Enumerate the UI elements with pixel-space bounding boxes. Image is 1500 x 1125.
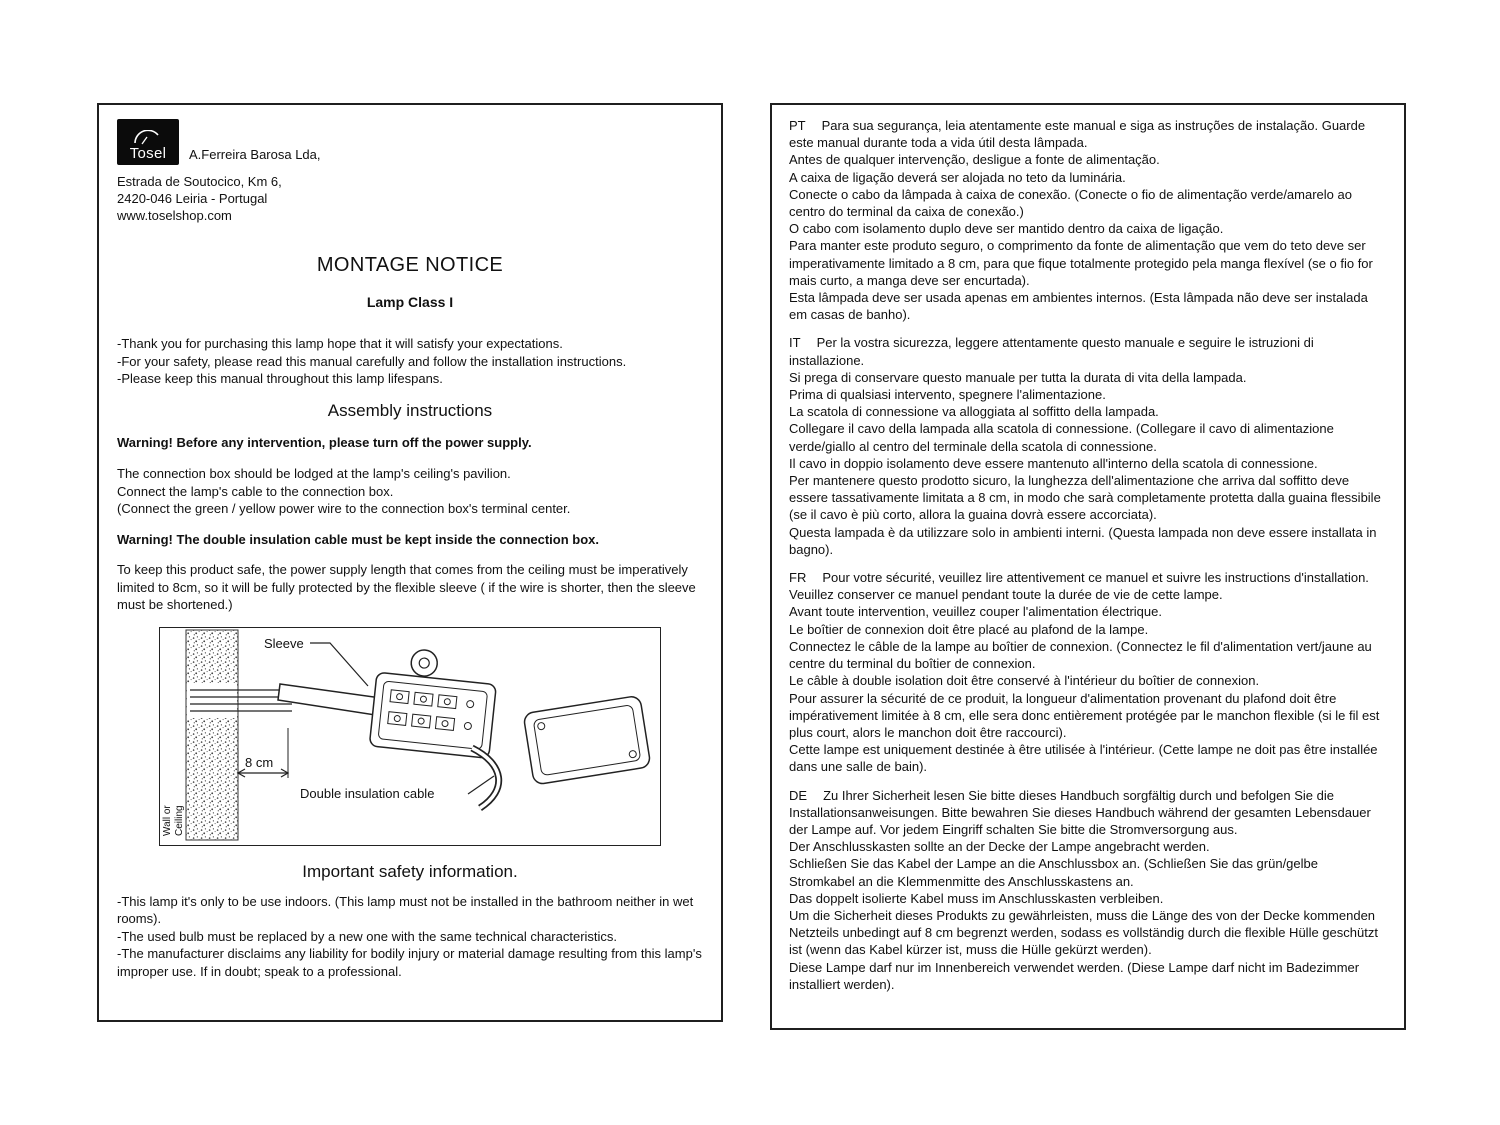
tosel-logo: [117, 119, 179, 165]
section-pt: [789, 117, 1387, 323]
manual-page-translations: [770, 103, 1406, 1030]
cable-length-note: To keep this product safe, the power supply length that comes from the ceiling must be imperatively limited to 8cm, so it will be fully protected by the flexible sleeve ( if the wire is shorter, then the sleeve must be shortened.): [117, 562, 696, 612]
section-text: Zu Ihrer Sicherheit lesen Sie bitte dieses Handbuch sorgfältig durch und befolgen Sie die Installationsanweisungen. Bitte bewahren Sie dieses Handbuch während der gesamten Lebensdauer der Lampe auf. Vor jedem Eingriff schalten Sie bitte die Stromversorgung aus.: [789, 787, 1371, 837]
cover-plate: [523, 695, 651, 785]
intro-line: -For your safety, please read this manual carefully and follow the installation instructions.: [117, 353, 627, 369]
section-line: Le boîtier de connexion doit être placé au plafond de la lampe.: [789, 621, 1149, 637]
section-line: Avant toute intervention, veuillez couper l'alimentation électrique.: [789, 604, 1162, 620]
assembly-step: The connection box should be lodged at the lamp's ceiling's pavilion.: [117, 466, 511, 481]
section-line: Um die Sicherheit dieses Produkts zu gewährleisten, muss die Länge des von der Decke kommenden Netzteils unbedingt auf 8 cm begrenzt werden, sodass es vollständig durch die flexible Hülle geschützt ist (wenn das Kabel kürzer ist, muss die Hülle gekürzt werden).: [789, 907, 1378, 958]
assembly-step: (Connect the green / yellow power wire to the connection box's terminal center.: [117, 501, 571, 516]
manual-page-english: [97, 103, 723, 1022]
language-code-pt: PT: [789, 118, 806, 133]
brand-block: [117, 119, 703, 165]
section-line: Diese Lampe darf nur im Innenbereich verwendet werden. (Diese Lampe darf nicht im Badezimmer installiert werden).: [789, 959, 1360, 992]
section-line: Connectez le câble de la lampe au boîtier de connexion. (Connectez le fil d'alimentation vert/jaune au centre du terminal du boîtier de connexion.: [789, 638, 1372, 672]
company-address: [117, 173, 703, 224]
section-line: Prima di qualsiasi intervento, spegnere l'alimentazione.: [789, 387, 1106, 403]
section-line: Il cavo in doppio isolamento deve essere mantenuto all'interno della scatola di connessione.: [789, 455, 1318, 471]
section-line: Questa lampada è da utilizzare solo in ambienti interni. (Questa lampada non deve essere installata in bagno).: [789, 524, 1377, 557]
cable-pointer-line: [468, 776, 494, 794]
cable-label: Double insulation cable: [300, 785, 435, 801]
intro-line: -Please keep this manual throughout this lamp lifespans.: [117, 371, 443, 386]
sleeve-label: Sleeve: [264, 635, 304, 651]
section-line: Der Anschlusskasten sollte an der Decke der Lampe angebracht werden.: [789, 839, 1210, 855]
document-title: MONTAGE NOTICE: [316, 254, 504, 276]
safety-heading: Important safety information.: [302, 861, 518, 881]
installation-diagram-drawing: [160, 628, 660, 844]
section-line: Para manter este produto seguro, o comprimento da fonte de alimentação que vem do teto deve ser imperativamente limitado a 8 cm, para que fique totalmente protegido pela manga flexível (se o fio for mais curto, a manga deve ser encurtada).: [789, 238, 1373, 288]
intro-line: -Thank you for purchasing this lamp hope that it will satisfy your expectations.: [117, 336, 563, 351]
section-text: Per la vostra sicurezza, leggere attentamente questo manuale e seguire le istruzioni di installazione.: [789, 335, 1314, 368]
sleeve-pointer-line: [310, 643, 368, 686]
insulation-warning: Warning! The double insulation cable must be kept inside the connection box.: [117, 531, 600, 547]
address-line-1: Estrada de Soutocico, Km 6,: [117, 174, 282, 189]
section-line: Per mantenere questo prodotto sicuro, la lunghezza dell'alimentazione che arriva dal soffitto deve essere tassativamente limitata a 8 cm, in modo che sarà completamente protetta dalla guaina flessibile (se il cavo è più corto, allora la guaina dovrà essere accorciata).: [789, 473, 1381, 523]
section-line: [789, 569, 1387, 603]
section-line: A caixa de ligação deverá ser alojada no teto da luminária.: [789, 169, 1126, 185]
section-line: [789, 117, 1387, 151]
section-de: [789, 787, 1387, 993]
language-code-de: DE: [789, 787, 808, 803]
lamp-icon: [130, 130, 166, 145]
wall-label-line2: Ceiling: [174, 804, 185, 836]
dimension-label: 8 cm: [245, 754, 274, 770]
section-line: Le câble à double isolation doit être conservé à l'intérieur du boîtier de connexion.: [789, 673, 1260, 689]
assembly-heading: Assembly instructions: [327, 400, 493, 420]
safety-item: -The used bulb must be replaced by a new one with the same technical characteristics.: [117, 928, 618, 944]
language-code-fr: FR: [789, 570, 807, 586]
section-line: Cette lampe est uniquement destinée à être utilisée à l'intérieur. (Cette lampe ne doit pas être installée dans une salle de bain).: [789, 742, 1378, 775]
intro-paragraph: [117, 335, 703, 388]
section-line: [789, 787, 1387, 839]
language-code-it: IT: [789, 335, 801, 351]
company-name: A.Ferreira Barosa Lda,: [189, 147, 321, 162]
section-line: Antes de qualquer intervenção, desligue a fonte de alimentação.: [789, 152, 1160, 168]
section-line: Das doppelt isolierte Kabel muss im Anschlusskasten verbleiben.: [789, 890, 1164, 906]
section-line: [789, 334, 1387, 368]
section-line: O cabo com isolamento duplo deve ser mantido dentro da caixa de ligação.: [789, 221, 1224, 237]
assembly-steps: [117, 465, 703, 518]
lamp-class-subtitle: Lamp Class I: [366, 294, 454, 310]
section-line: Collegare il cavo della lampada alla scatola di connessione. (Collegare il cavo di alimentazione verde/giallo al centro del terminale della scatola di connessione.: [789, 421, 1334, 454]
connection-box: [369, 645, 499, 758]
section-line: Si prega di conservare questo manuale per tutta la durata di vita della lampada.: [789, 369, 1247, 385]
section-line: Conecte o cabo da lâmpada à caixa de conexão. (Conecte o fio de alimentação verde/amarelo ao centro do terminal da caixa de conexão.): [789, 186, 1352, 220]
section-line: Schließen Sie das Kabel der Lampe an die Anschlussbox an. (Schließen Sie das grün/gelbe Stromkabel an die Klemmenmitte des Anschlusskastens an.: [789, 856, 1318, 889]
installation-diagram: [159, 627, 661, 846]
section-text: Para sua segurança, leia atentamente este manual e siga as instruções de instalação. Guarde este manual durante toda a vida útil desta lâmpada.: [789, 118, 1366, 151]
section-line: Pour assurer la sécurité de ce produit, la longueur d'alimentation provenant du plafond doit être impérativement limitée à 8 cm, elle sera donc entièrement protégée par le manchon flexible (si le fil est plus court, alors le manchon doit être raccourci).: [789, 690, 1380, 740]
section-text: Pour votre sécurité, veuillez lire attentivement ce manuel et suivre les instructions d'installation. Veuillez conserver ce manuel pendant toute la durée de vie de cette lampe.: [789, 570, 1369, 603]
section-it: [789, 334, 1387, 558]
brand-name: Tosel: [129, 145, 167, 162]
assembly-step: Connect the lamp's cable to the connection box.: [117, 483, 394, 499]
wall-hatch: [186, 630, 238, 840]
address-line-2: 2420-046 Leiria - Portugal: [117, 191, 268, 206]
section-line: Esta lâmpada deve ser usada apenas em ambientes internos. (Esta lâmpada não deve ser instalada em casas de banho).: [789, 290, 1368, 323]
dimension-8cm: [238, 728, 288, 778]
section-fr: [789, 569, 1387, 775]
company-website: www.toselshop.com: [117, 208, 232, 223]
section-line: La scatola di connessione va alloggiata al soffitto della lampada.: [789, 404, 1159, 420]
wall-label-line1: Wall or: [162, 804, 173, 836]
safety-item: -This lamp it's only to be use indoors. (This lamp must not be installed in the bathroom neither in wet rooms).: [117, 893, 694, 926]
power-warning: Warning! Before any intervention, please turn off the power supply.: [117, 434, 532, 450]
safety-list: [117, 893, 703, 981]
safety-item: -The manufacturer disclaims any liability for bodily injury or material damage resulting from this lamp's improper use. If in doubt; speak to a professional.: [117, 946, 702, 979]
